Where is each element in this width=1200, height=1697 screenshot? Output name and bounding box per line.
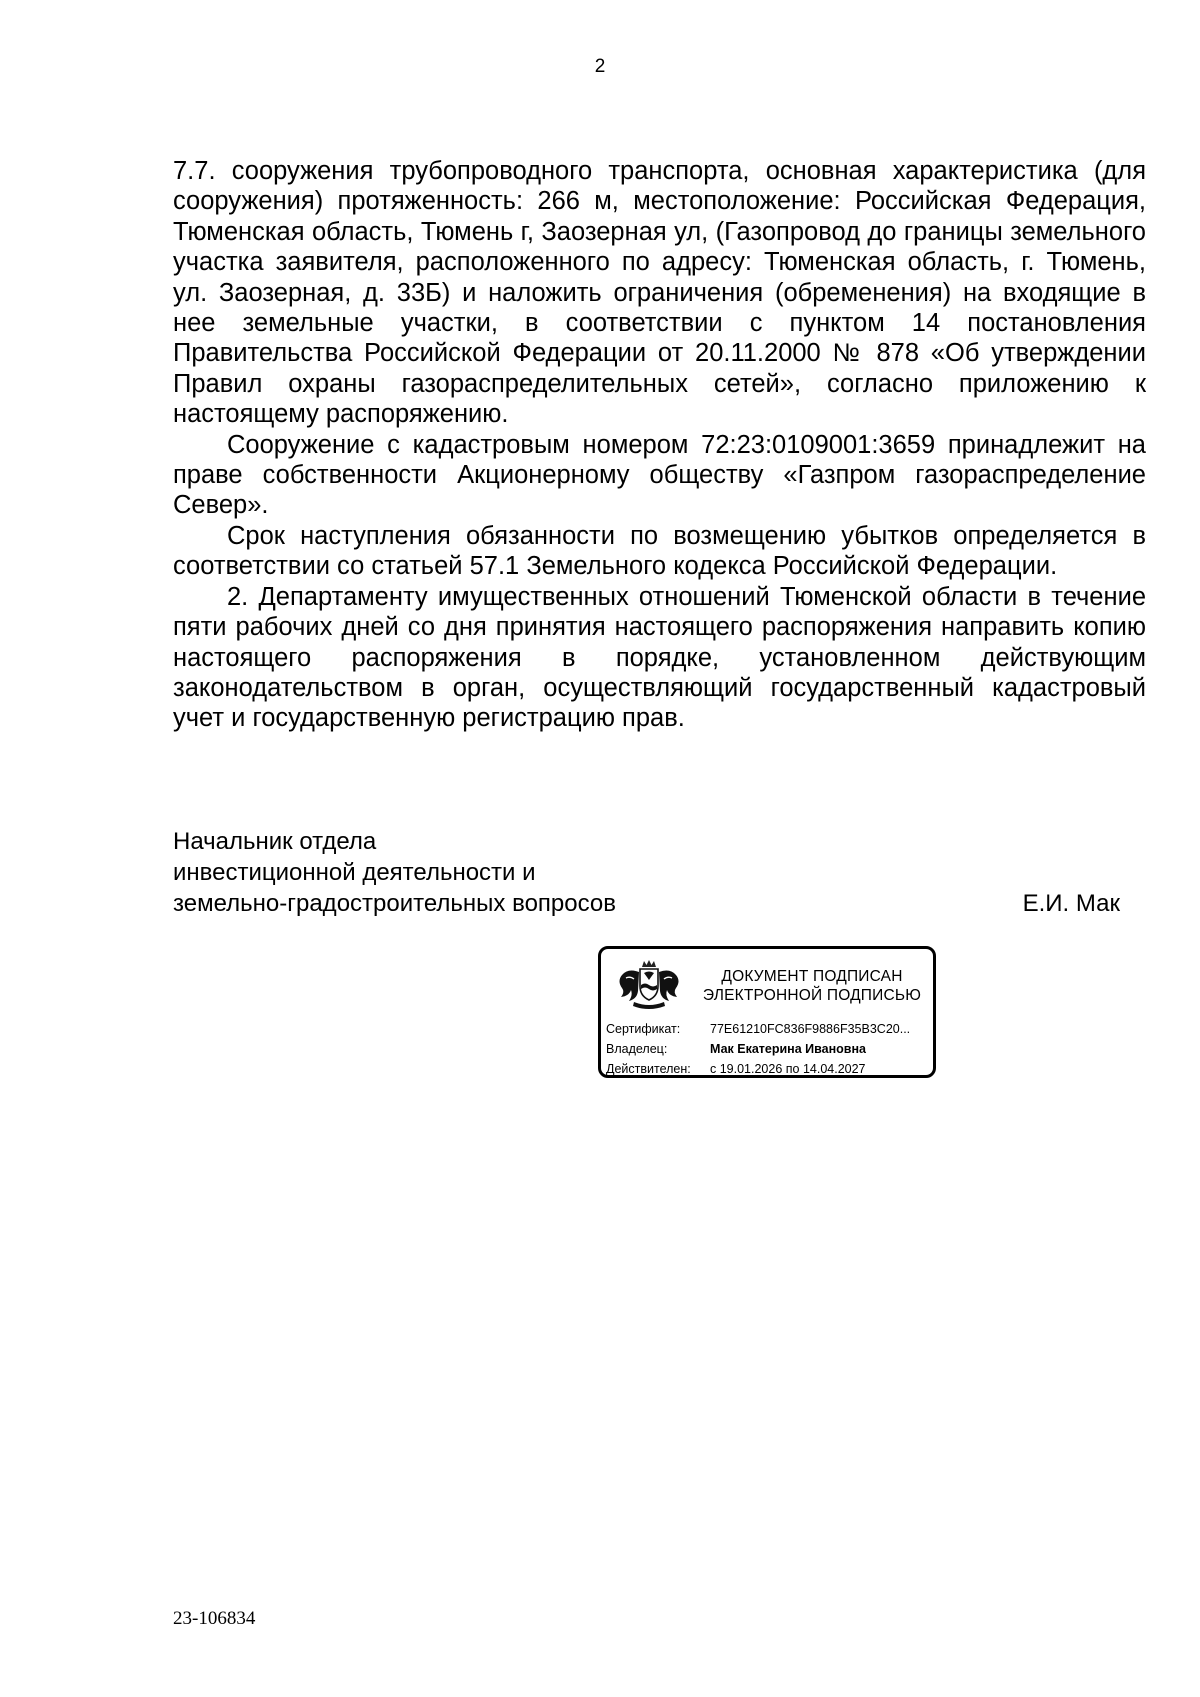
paragraph-damages-term: Срок наступления обязанности по возмещению убытков определяется в соответствии со статьей 57.1 Земельного кодекса Российской Федерации. bbox=[173, 521, 1146, 581]
document-body bbox=[173, 156, 1146, 734]
paragraph-cadastral-ownership: Сооружение с кадастровым номером 72:23:0109001:3659 принадлежит на праве собственности Акционерному обществу «Газпром газораспределение Север». bbox=[173, 430, 1146, 520]
tyumen-coat-of-arms-icon bbox=[610, 958, 688, 1014]
paragraph-item-2: 2. Департаменту имущественных отношений Тюменской области в течение пяти рабочих дней со дня принятия настоящего распоряжения направить копию настоящего распоряжения в порядке, установленном действующим законодательством в орган, осуществляющий государственный кадастровый учет и государственную регистрацию прав. bbox=[173, 582, 1146, 733]
electronic-signature-stamp bbox=[598, 946, 936, 1078]
owner-value: Мак Екатерина Ивановна bbox=[710, 1042, 866, 1056]
page-number: 2 bbox=[594, 56, 606, 77]
stamp-owner-row bbox=[606, 1039, 930, 1059]
validity-label: Действителен: bbox=[606, 1062, 691, 1076]
signer-title-line: инвестиционной деятельности и bbox=[173, 859, 536, 886]
signer-title-line: Начальник отдела bbox=[173, 828, 377, 855]
stamp-title bbox=[693, 967, 931, 1005]
document-number: 23-106834 bbox=[173, 1608, 256, 1629]
signer-position bbox=[173, 826, 616, 919]
validity-value: с 19.01.2026 по 14.04.2027 bbox=[710, 1062, 866, 1076]
signer-name: Е.И. Мак bbox=[1022, 890, 1120, 917]
owner-label: Владелец: bbox=[606, 1042, 668, 1056]
certificate-value: 77E61210FC836F9886F35B3C20... bbox=[710, 1022, 911, 1036]
signer-title-line: земельно-градостроительных вопросов bbox=[173, 890, 616, 917]
certificate-label: Сертификат: bbox=[606, 1022, 681, 1036]
paragraph-7-7: 7.7. сооружения трубопроводного транспорта, основная характеристика (для сооружения) протяженность: 266 м, местоположение: Российская Федерация, Тюменская область, Тюмень г, Заозерная ул, (Газопровод до границы земельного участка заявителя, расположенного по адресу: Тюменская область, г. Тюмень, ул. Заозерная, д. 33Б) и наложить ограничения (обременения) на входящие в нее земельные участки, в соответствии с пунктом 14 постановления Правительства Российской Федерации от 20.11.2000 № 878 «Об утверждении Правил охраны газораспределительных сетей», согласно приложению к настоящему распоряжению. bbox=[173, 157, 1146, 429]
stamp-validity-row bbox=[606, 1059, 930, 1079]
stamp-details bbox=[606, 1019, 930, 1079]
stamp-title-line: ЭЛЕКТРОННОЙ ПОДПИСЬЮ bbox=[702, 987, 922, 1004]
stamp-title-line: ДОКУМЕНТ ПОДПИСАН bbox=[721, 968, 903, 985]
stamp-certificate-row bbox=[606, 1019, 930, 1039]
